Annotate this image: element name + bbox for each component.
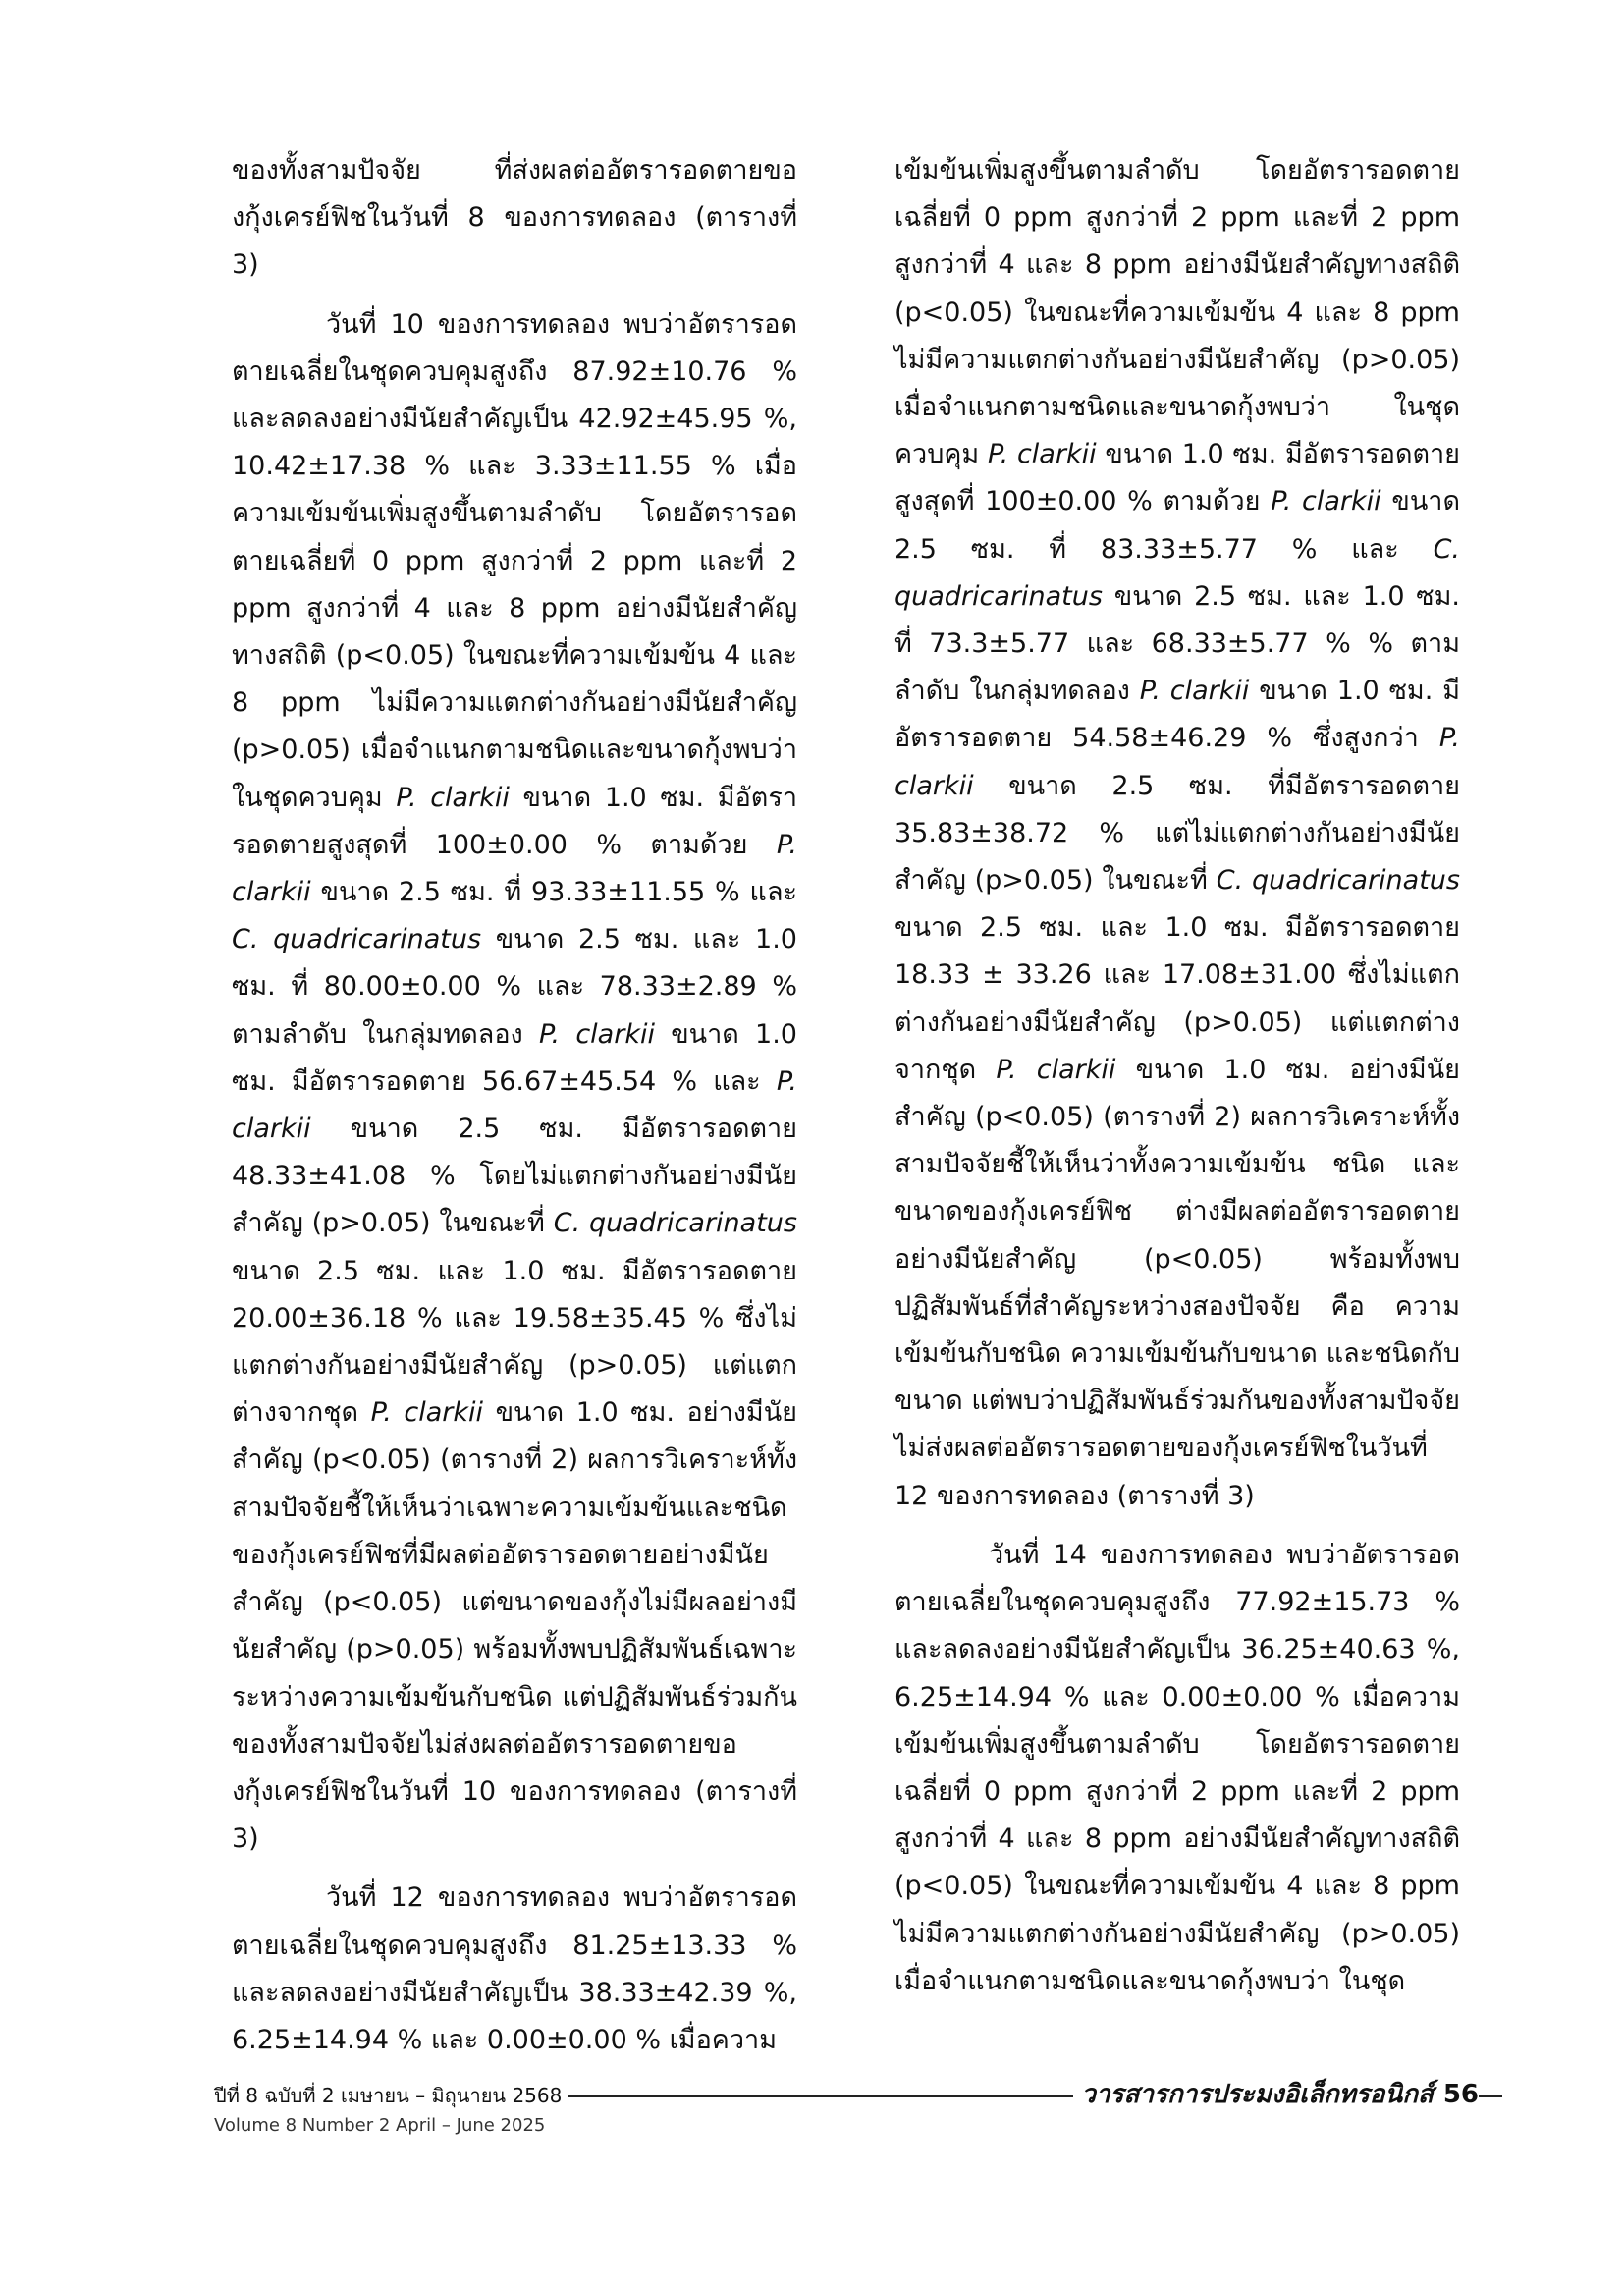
paragraph [232,1875,797,2064]
species-name: P. clarkii [894,723,1460,801]
text-run: ขนาด 1.0 ซม. มีอัตรารอดตาย 56.67±45.54 % และ [232,1018,797,1097]
species-name: P. clarkii [232,1065,797,1145]
footer-issue-english: Volume 8 Number 2 April – June 2025 [214,2115,546,2136]
text-run: ขนาด 2.5 ซม. และ 1.0 ซม. มีอัตรารอดตาย 20.00±36.18 % และ 19.58±35.45 % ซึ่งไม่แตกต่างกันอย่างมีนัยสำคัญ (p>0.05) แต่แตกต่างจากชุด [232,1255,797,1429]
species-name: C. quadricarinatus [894,533,1460,612]
text-run: ขนาด 1.0 ซม. มีอัตรารอดตายสูงสุดที่ 100±0.00 % ตามด้วย [232,782,797,860]
text-run: ขนาด 2.5 ซม. และ 1.0 ซม. ที่ 73.3±5.77 และ 68.33±5.77 % % ตามลำดับ ในกลุ่มทดลอง [894,580,1460,707]
text-run: ของทั้งสามปัจจัย ที่ส่งผลต่ออัตรารอดตายของกุ้งเครย์ฟิชในวันที่ 8 ของการทดลอง (ตารางที่ 3) [232,155,797,281]
text-run: เข้มข้นเพิ่มสูงขึ้นตามลำดับ โดยอัตรารอดตายเฉลี่ยที่ 0 ppm สูงกว่าที่ 2 ppm และที่ 2 ppm สูงกว่าที่ 4 และ 8 ppm อย่างมีนัยสำคัญทางสถิติ (p<0.05) ในขณะที่ความเข้มข้น 4 และ 8 ppm ไม่มีความแตกต่างกันอย่างมีนัยสำคัญ (p>0.05) เมื่อจำแนกตามชนิดและขนาดกุ้งพบว่า ในชุดควบคุม [894,155,1460,470]
text-run: ขนาด 2.5 ซม. และ 1.0 ซม. มีอัตรารอดตาย 18.33 ± 33.26 และ 17.08±31.00 ซึ่งไม่แตกต่างกันอย่างมีนัยสำคัญ (p>0.05) แต่แตกต่างจากชุด [894,912,1460,1085]
species-name: P. clarkii [988,439,1097,470]
text-run: ขนาด 1.0 ซม. อย่างมีนัยสำคัญ (p<0.05) (ตารางที่ 2) ผลการวิเคราะห์ทั้งสามปัจจัยชี้ให้เห็นว่าเฉพาะความเข้มข้นและชนิดของกุ้งเครย์ฟิชที่มีผลต่ออัตรารอดตายอย่างมีนัยสำคัญ (p<0.05) แต่ขนาดของกุ้งไม่มีผลอย่างมีนัยสำคัญ (p>0.05) พร้อมทั้งพบปฏิสัมพันธ์เฉพาะระหว่างความเข้มข้นกับชนิด แต่ปฏิสัมพันธ์ร่วมกันของทั้งสามปัจจัยไม่ส่งผลต่ออัตรารอดตายของกุ้งเครย์ฟิชในวันที่ 10 ของการทดลอง (ตารางที่ 3) [232,1397,797,1855]
footer-journal [1073,2074,1479,2114]
species-name: P. clarkii [996,1054,1116,1085]
text-run: ขนาด 2.5 ซม. ที่มีอัตรารอดตาย 35.83±38.72 % แต่ไม่แตกต่างกันอย่างมีนัยสำคัญ (p>0.05) ในขณะที่ [894,770,1460,897]
text-run: ขนาด 2.5 ซม. ที่ 93.33±11.55 % และ [310,877,797,908]
text-run: วันที่ 12 ของการทดลอง พบว่าอัตรารอดตายเฉลี่ยในชุดควบคุมสูงถึง 81.25±13.33 % และลดลงอย่างมีนัยสำคัญเป็น 38.33±42.39 %, 6.25±14.94 % และ 0.00±0.00 % เมื่อความ [232,1882,797,2055]
species-name: C. quadricarinatus [1216,865,1460,897]
paragraph [232,147,797,290]
paragraph [232,301,797,1864]
text-run: ขนาด 2.5 ซม. มีอัตรารอดตาย 48.33±41.08 % โดยไม่แตกต่างกันอย่างมีนัยสำคัญ (p>0.05) ในขณะที่ [232,1114,797,1239]
species-name: P. clarkii [370,1397,483,1429]
species-name: P. clarkii [1271,486,1381,517]
page-number: 56 [1442,2080,1479,2109]
paragraph [894,1532,1460,2005]
species-name: C. quadricarinatus [232,924,482,955]
right-column [894,147,1460,2005]
species-name: P. clarkii [1139,676,1250,707]
text-run: ขนาด 1.0 ซม. อย่างมีนัยสำคัญ (p<0.05) (ตารางที่ 2) ผลการวิเคราะห์ทั้งสามปัจจัยชี้ให้เห็นว่าทั้งความเข้มข้น ชนิด และขนาดของกุ้งเครย์ฟิช ต่างมีผลต่ออัตรารอดตายอย่างมีนัยสำคัญ (p<0.05) พร้อมทั้งพบปฏิสัมพันธ์ที่สำคัญระหว่างสองปัจจัย คือ ความเข้มข้นกับชนิด ความเข้มข้นกับขนาด และชนิดกับขนาด แต่พบว่าปฏิสัมพันธ์ร่วมกันของทั้งสามปัจจัย ไม่ส่งผลต่ออัตรารอดตายของกุ้งเครย์ฟิชในวันที่ 12 ของการทดลอง (ตารางที่ 3) [894,1054,1460,1511]
text-run: ขนาด 1.0 ซม. มีอัตรารอดตายสูงสุดที่ 100±0.00 % ตามด้วย [894,439,1460,517]
paragraph [894,147,1460,1520]
text-run: วันที่ 10 ของการทดลอง พบว่าอัตรารอดตายเฉลี่ยในชุดควบคุมสูงถึง 87.92±10.76 % และลดลงอย่างมีนัยสำคัญเป็น 42.92±45.95 %, 10.42±17.38 % และ 3.33±11.55 % เมื่อความเข้มข้นเพิ่มสูงขึ้นตามลำดับ โดยอัตรารอดตายเฉลี่ยที่ 0 ppm สูงกว่าที่ 2 ppm และที่ 2 ppm สูงกว่าที่ 4 และ 8 ppm อย่างมีนัยสำคัญทางสถิติ (p<0.05) ในขณะที่ความเข้มข้น 4 และ 8 ppm ไม่มีความแตกต่างกันอย่างมีนัยสำคัญ (p>0.05) เมื่อจำแนกตามชนิดและขนาดกุ้งพบว่า ในชุดควบคุม [232,308,797,813]
species-name: C. quadricarinatus [553,1208,797,1239]
species-name: P. clarkii [538,1018,655,1050]
journal-name: วารสารการประมงอิเล็กทรอนิกส์ [1081,2080,1434,2109]
text-run: ขนาด 2.5 ซม. และ 1.0 ซม. ที่ 80.00±0.00 % และ 78.33±2.89 % ตามลำดับ ในกลุ่มทดลอง [232,924,797,1050]
text-run: วันที่ 14 ของการทดลอง พบว่าอัตรารอดตายเฉลี่ยในชุดควบคุมสูงถึง 77.92±15.73 % และลดลงอย่างมีนัยสำคัญเป็น 36.25±40.63 %, 6.25±14.94 % และ 0.00±0.00 % เมื่อความเข้มข้นเพิ่มสูงขึ้นตามลำดับ โดยอัตรารอดตายเฉลี่ยที่ 0 ppm สูงกว่าที่ 2 ppm และที่ 2 ppm สูงกว่าที่ 4 และ 8 ppm อย่างมีนัยสำคัญทางสถิติ (p<0.05) ในขณะที่ความเข้มข้น 4 และ 8 ppm ไม่มีความแตกต่างกันอย่างมีนัยสำคัญ (p>0.05) เมื่อจำแนกตามชนิดและขนาดกุ้งพบว่า ในชุด [894,1539,1460,1996]
species-name: P. clarkii [232,829,797,908]
footer-issue-thai: ปีที่ 8 ฉบับที่ 2 เมษายน – มิถุนายน 2568 [214,2080,568,2111]
text-run: ขนาด 2.5 ซม. ที่ 83.33±5.77 % และ [894,486,1460,565]
text-run: ขนาด 1.0 ซม. มีอัตรารอดตาย 54.58±46.29 % ซึ่งสูงกว่า [894,676,1460,754]
species-name: P. clarkii [396,782,510,813]
left-column [232,147,797,2064]
